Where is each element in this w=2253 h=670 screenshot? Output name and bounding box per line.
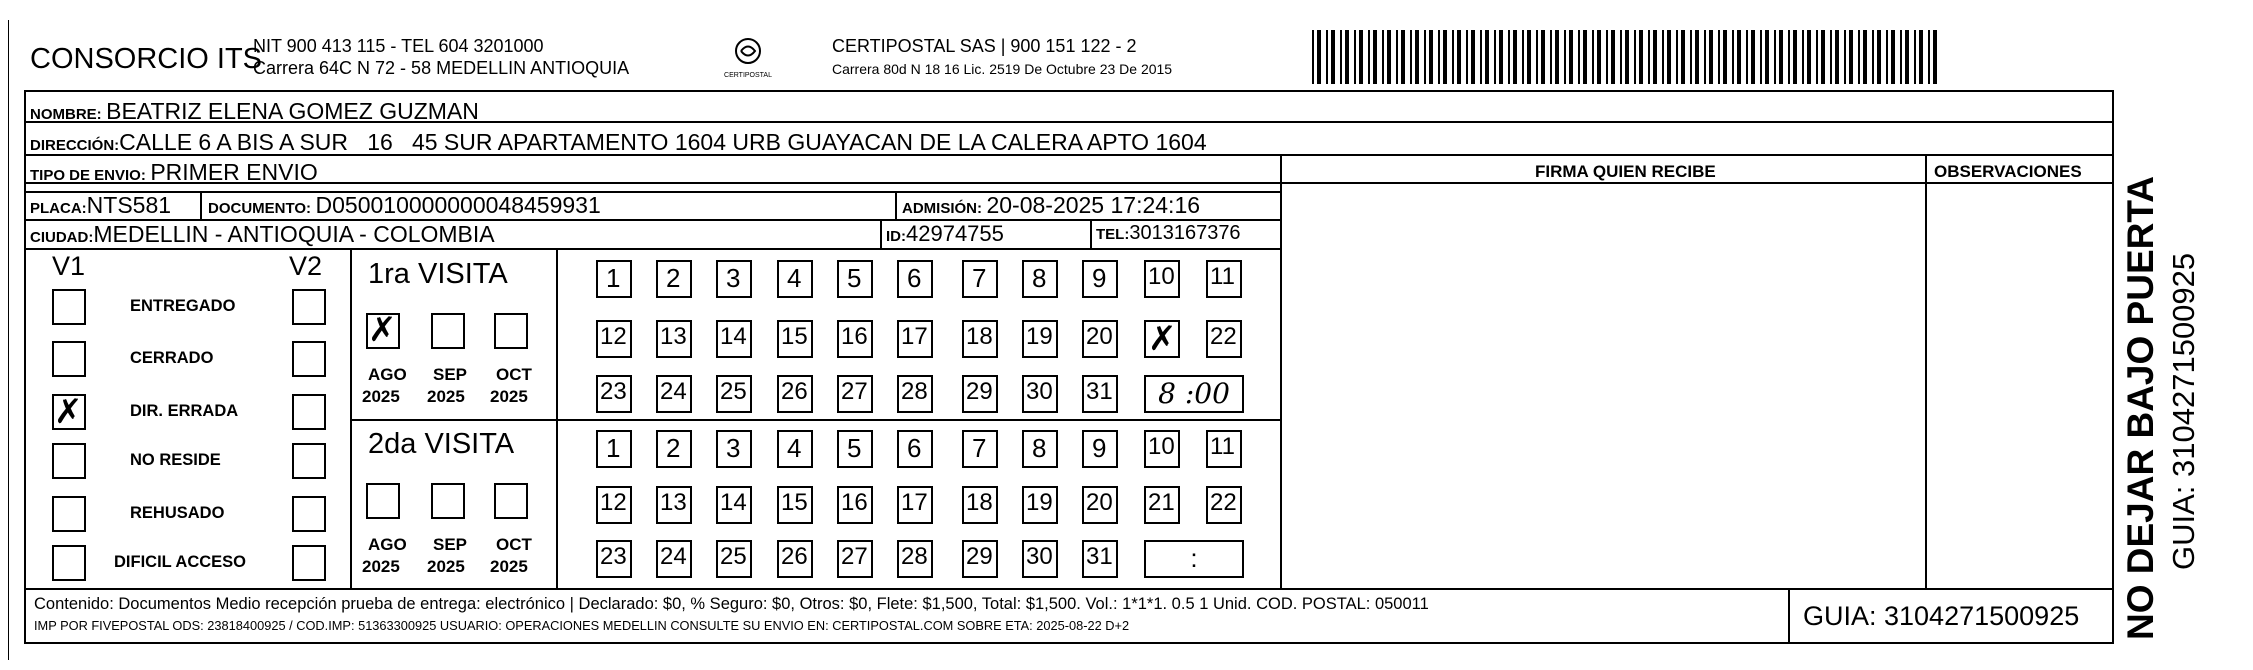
- id-label: ID:: [886, 228, 906, 245]
- barcode-bar: [1326, 30, 1328, 84]
- tipo-value: PRIMER ENVIO: [150, 159, 318, 185]
- barcode-bar: [1382, 30, 1384, 84]
- day-box[interactable]: 27: [837, 375, 873, 413]
- day-box[interactable]: 16: [837, 486, 873, 524]
- status-label: ENTREGADO: [130, 297, 236, 315]
- barcode-bar: [1429, 30, 1433, 84]
- day-box[interactable]: 20: [1082, 486, 1118, 524]
- barcode-bar: [1536, 30, 1538, 84]
- barcode-bar: [1494, 30, 1496, 84]
- barcode-bar: [1849, 30, 1853, 84]
- tel-value: 3013167376: [1129, 222, 1241, 244]
- day-box[interactable]: 26: [777, 540, 813, 578]
- day-box[interactable]: 14: [716, 486, 752, 524]
- day-box[interactable]: 4: [777, 430, 813, 468]
- company-line2: Carrera 64C N 72 - 58 MEDELLIN ANTIOQUIA: [253, 58, 630, 78]
- barcode-bar: [1676, 30, 1678, 84]
- year-label: 2025: [362, 387, 400, 406]
- barcode-bar: [1541, 30, 1545, 84]
- nombre-value: BEATRIZ ELENA GOMEZ GUZMAN: [106, 98, 479, 124]
- placa-label: PLACA:: [30, 200, 87, 217]
- month-label: AGO: [368, 535, 407, 554]
- firma-header: FIRMA QUIEN RECIBE: [1535, 162, 1716, 181]
- day-box[interactable]: 3: [716, 260, 752, 298]
- status-label: NO RESIDE: [130, 451, 221, 469]
- second-visit-title: 2da VISITA: [368, 428, 515, 460]
- v2-checkbox[interactable]: [292, 394, 326, 430]
- barcode-bar: [1802, 30, 1804, 84]
- placa-value: NTS581: [86, 192, 172, 218]
- barcode-bar: [1863, 30, 1867, 84]
- barcode-bar: [1662, 30, 1664, 84]
- barcode-bar: [1774, 30, 1776, 84]
- barcode-bar: [1872, 30, 1874, 84]
- barcode-bar: [1527, 30, 1531, 84]
- barcode-bar: [1732, 30, 1734, 84]
- day-box[interactable]: 2: [656, 260, 692, 298]
- day-box[interactable]: 10: [1144, 260, 1180, 298]
- guia-vertical-text: GUIA: 3104271500925: [2166, 252, 2201, 570]
- day-box[interactable]: 31: [1082, 540, 1118, 578]
- side-warning: [2122, 100, 2168, 640]
- direccion-label: DIRECCIÓN:: [30, 137, 120, 154]
- month-label: AGO: [368, 365, 407, 384]
- day-box[interactable]: 29: [962, 375, 998, 413]
- month-checkbox[interactable]: [431, 313, 465, 349]
- day-box[interactable]: 25: [716, 540, 752, 578]
- day-box[interactable]: 29: [962, 540, 998, 578]
- id-value: 42974755: [906, 221, 1004, 246]
- admision-label: ADMISIÓN:: [902, 200, 982, 217]
- barcode-bar: [1634, 30, 1636, 84]
- barcode-bar: [1900, 30, 1902, 84]
- barcode-bar: [1317, 30, 1321, 84]
- barcode-bar: [1480, 30, 1482, 84]
- barcode-bar: [1424, 30, 1426, 84]
- day-box[interactable]: 18: [962, 320, 998, 358]
- barcode-bar: [1359, 30, 1363, 84]
- barcode-bar: [1877, 30, 1881, 84]
- company-name: CONSORCIO ITS: [30, 43, 263, 75]
- year-label: 2025: [490, 557, 528, 576]
- admision-value: 20-08-2025 17:24:16: [986, 192, 1201, 218]
- barcode-bar: [1508, 30, 1510, 84]
- status-label: REHUSADO: [130, 504, 225, 522]
- carrier-line1: CERTIPOSTAL SAS | 900 151 122 - 2: [832, 36, 1137, 56]
- barcode-bar: [1485, 30, 1489, 84]
- barcode-bar: [1681, 30, 1685, 84]
- barcode-bar: [1564, 30, 1566, 84]
- tel-label: TEL:: [1096, 226, 1130, 243]
- barcode-bar: [1555, 30, 1559, 84]
- handwritten-x-mark: ✗: [368, 310, 397, 350]
- footer-line2: IMP POR FIVEPOSTAL ODS: 23818400925 / COD.IMP: 51363300925 USUARIO: OPERACIONES MEDELLIN CONSULTE SU ENVIO EN: CERTIPOSTAL.COM SOBRE ETA: 2025-08-22 D+2: [34, 618, 1130, 633]
- barcode-bar: [1345, 30, 1349, 84]
- status-label: CERRADO: [130, 349, 214, 367]
- barcode-bar: [1410, 30, 1412, 84]
- barcode-bar: [1779, 30, 1783, 84]
- day-box[interactable]: 23: [596, 375, 632, 413]
- barcode-bar: [1466, 30, 1468, 84]
- certipostal-logo-icon: [724, 35, 772, 83]
- day-box[interactable]: 14: [716, 320, 752, 358]
- day-box[interactable]: 30: [1022, 540, 1058, 578]
- barcode-bar: [1844, 30, 1846, 84]
- barcode-bar: [1695, 30, 1699, 84]
- tipo-label: TIPO DE ENVIO:: [30, 167, 146, 184]
- barcode-bar: [1667, 30, 1671, 84]
- barcode-bar: [1919, 30, 1923, 84]
- barcode-bar: [1331, 30, 1335, 84]
- barcode-bar: [1933, 30, 1937, 84]
- day-box[interactable]: 2: [656, 430, 692, 468]
- barcode-bar: [1737, 30, 1741, 84]
- barcode-bar: [1550, 30, 1552, 84]
- day-box[interactable]: 20: [1082, 320, 1118, 358]
- barcode-bar: [1723, 30, 1727, 84]
- barcode-bar: [1597, 30, 1601, 84]
- day-box[interactable]: 1: [596, 260, 632, 298]
- barcode-bar: [1751, 30, 1755, 84]
- barcode-bar: [1914, 30, 1916, 84]
- month-label: OCT: [496, 365, 532, 384]
- barcode-bar: [1415, 30, 1419, 84]
- day-box[interactable]: 17: [897, 486, 933, 524]
- day-box[interactable]: 30: [1022, 375, 1058, 413]
- day-box[interactable]: 3: [716, 430, 752, 468]
- handwritten-x-mark: ✗: [1148, 319, 1177, 359]
- barcode-bar: [1578, 30, 1580, 84]
- barcode-bar: [1858, 30, 1860, 84]
- day-box[interactable]: 15: [777, 486, 813, 524]
- barcode-bar: [1830, 30, 1832, 84]
- carrier-line2: Carrera 80d N 18 16 Lic. 2519 De Octubre 23 De 2015: [832, 61, 1173, 77]
- footer-guia: GUIA: 3104271500925: [1803, 601, 2080, 631]
- barcode-bar: [1835, 30, 1839, 84]
- day-box[interactable]: 12: [596, 486, 632, 524]
- barcode-bar: [1513, 30, 1517, 84]
- nombre-label: NOMBRE:: [30, 106, 102, 123]
- v1-checkbox[interactable]: [52, 545, 86, 581]
- day-box[interactable]: 24: [656, 375, 692, 413]
- barcode-bar: [1471, 30, 1475, 84]
- day-box[interactable]: 26: [777, 375, 813, 413]
- day-box[interactable]: 6: [897, 260, 933, 298]
- day-box[interactable]: 27: [837, 540, 873, 578]
- day-box[interactable]: 5: [837, 430, 873, 468]
- month-label: SEP: [433, 365, 468, 384]
- day-box[interactable]: 7: [962, 260, 998, 298]
- barcode-bar: [1583, 30, 1587, 84]
- barcode-bar: [1746, 30, 1748, 84]
- day-box[interactable]: 23: [596, 540, 632, 578]
- day-box[interactable]: 22: [1206, 486, 1242, 524]
- barcode-bar: [1793, 30, 1797, 84]
- barcode: [1312, 30, 1948, 84]
- day-box[interactable]: 28: [897, 540, 933, 578]
- barcode-bar: [1396, 30, 1398, 84]
- day-box[interactable]: 9: [1082, 430, 1118, 468]
- day-box[interactable]: 11: [1206, 430, 1242, 468]
- barcode-bar: [1905, 30, 1909, 84]
- footer-line1: Contenido: Documentos Medio recepción prueba de entrega: electrónico | Declarado: $0, % Seguro: $0, Otros: $0, Flete: $1,500, Total: $1,500. Vol.: 1*1*1. 0.5 1 Unid. COD. POSTAL: 050011: [34, 595, 1429, 613]
- barcode-bar: [1354, 30, 1356, 84]
- v1-label: V1: [52, 251, 86, 281]
- month-label: SEP: [433, 535, 468, 554]
- direccion-value: CALLE 6 A BIS A SUR 16 45 SUR APARTAMENTO 1604 URB GUAYACAN DE LA CALERA APTO 1604: [119, 129, 1207, 155]
- day-box[interactable]: 5: [837, 260, 873, 298]
- month-checkbox[interactable]: [494, 313, 528, 349]
- day-box[interactable]: 11: [1206, 260, 1242, 298]
- barcode-bar: [1648, 30, 1650, 84]
- v2-label: V2: [289, 251, 323, 281]
- day-box[interactable]: [1144, 320, 1180, 358]
- day-box[interactable]: 22: [1206, 320, 1242, 358]
- barcode-bar: [1452, 30, 1454, 84]
- day-box[interactable]: 12: [596, 320, 632, 358]
- day-box[interactable]: 19: [1022, 486, 1058, 524]
- year-label: 2025: [427, 557, 465, 576]
- barcode-bar: [1340, 30, 1342, 84]
- barcode-bar: [1387, 30, 1391, 84]
- barcode-bar: [1606, 30, 1608, 84]
- barcode-bar: [1499, 30, 1503, 84]
- barcode-bar: [1522, 30, 1524, 84]
- day-box[interactable]: 21: [1144, 486, 1180, 524]
- barcode-bar: [1639, 30, 1643, 84]
- barcode-bar: [1816, 30, 1818, 84]
- year-label: 2025: [427, 387, 465, 406]
- barcode-bar: [1373, 30, 1377, 84]
- barcode-bar: [1891, 30, 1895, 84]
- status-label: DIR. ERRADA: [130, 402, 239, 420]
- year-label: 2025: [490, 387, 528, 406]
- first-visit-title: 1ra VISITA: [368, 258, 508, 290]
- side-guia: [2168, 100, 2208, 640]
- day-box[interactable]: 18: [962, 486, 998, 524]
- barcode-bar: [1457, 30, 1461, 84]
- barcode-bar: [1438, 30, 1440, 84]
- v1-checkbox[interactable]: [52, 496, 86, 532]
- day-box[interactable]: 28: [897, 375, 933, 413]
- day-box[interactable]: 4: [777, 260, 813, 298]
- time-box[interactable]: 8 :00: [1144, 375, 1244, 413]
- month-checkbox[interactable]: [366, 483, 400, 519]
- time-box[interactable]: :: [1144, 540, 1244, 578]
- barcode-bar: [1765, 30, 1769, 84]
- day-box[interactable]: 15: [777, 320, 813, 358]
- day-box[interactable]: 31: [1082, 375, 1118, 413]
- form-frame: [24, 90, 2114, 644]
- documento-value: D050010000000048459931: [315, 192, 601, 218]
- v2-checkbox[interactable]: [292, 289, 326, 325]
- v2-checkbox[interactable]: [292, 443, 326, 479]
- day-box[interactable]: 17: [897, 320, 933, 358]
- day-box[interactable]: 16: [837, 320, 873, 358]
- barcode-bar: [1625, 30, 1629, 84]
- year-label: 2025: [362, 557, 400, 576]
- barcode-bar: [1569, 30, 1573, 84]
- barcode-bar: [1704, 30, 1706, 84]
- barcode-bar: [1592, 30, 1594, 84]
- day-box[interactable]: 25: [716, 375, 752, 413]
- barcode-bar: [1709, 30, 1713, 84]
- barcode-bar: [1611, 30, 1615, 84]
- barcode-bar: [1886, 30, 1888, 84]
- logo-text: CERTIPOSTAL: [724, 72, 772, 79]
- barcode-bar: [1690, 30, 1692, 84]
- day-box[interactable]: 13: [656, 486, 692, 524]
- month-checkbox[interactable]: [494, 483, 528, 519]
- barcode-bar: [1620, 30, 1622, 84]
- company-line1: NIT 900 413 115 - TEL 604 3201000: [253, 36, 544, 56]
- day-box[interactable]: 8: [1022, 430, 1058, 468]
- barcode-bar: [1401, 30, 1405, 84]
- day-box[interactable]: 9: [1082, 260, 1118, 298]
- observaciones-header: OBSERVACIONES: [1934, 162, 2082, 181]
- month-label: OCT: [496, 535, 532, 554]
- v2-checkbox[interactable]: [292, 545, 326, 581]
- ciudad-value: MEDELLIN - ANTIOQUIA - COLOMBIA: [93, 221, 495, 247]
- day-box[interactable]: 1: [596, 430, 632, 468]
- barcode-bar: [1807, 30, 1811, 84]
- day-box[interactable]: 19: [1022, 320, 1058, 358]
- barcode-bar: [1788, 30, 1790, 84]
- documento-label: DOCUMENTO:: [208, 200, 312, 217]
- barcode-bar: [1928, 30, 1930, 84]
- status-label: DIFICIL ACCESO: [114, 553, 247, 571]
- barcode-bar: [1821, 30, 1825, 84]
- day-box[interactable]: 6: [897, 430, 933, 468]
- no-dejar-text: NO DEJAR BAJO PUERTA: [2120, 176, 2161, 640]
- v1-checkbox[interactable]: [52, 289, 86, 325]
- v1-checkbox[interactable]: [52, 443, 86, 479]
- barcode-bar: [1760, 30, 1762, 84]
- scan-edge: [8, 20, 9, 660]
- handwritten-x-mark: ✗: [54, 392, 83, 432]
- day-box[interactable]: 8: [1022, 260, 1058, 298]
- day-box[interactable]: 13: [656, 320, 692, 358]
- month-checkbox[interactable]: [431, 483, 465, 519]
- barcode-bar: [1368, 30, 1370, 84]
- v1-checkbox[interactable]: [52, 341, 86, 377]
- v2-checkbox[interactable]: [292, 341, 326, 377]
- ciudad-label: CIUDAD:: [30, 229, 94, 246]
- day-box[interactable]: 7: [962, 430, 998, 468]
- barcode-bar: [1312, 30, 1314, 84]
- day-box[interactable]: 10: [1144, 430, 1180, 468]
- v2-checkbox[interactable]: [292, 496, 326, 532]
- barcode-bar: [1718, 30, 1720, 84]
- day-box[interactable]: 24: [656, 540, 692, 578]
- barcode-bar: [1653, 30, 1657, 84]
- barcode-bar: [1443, 30, 1447, 84]
